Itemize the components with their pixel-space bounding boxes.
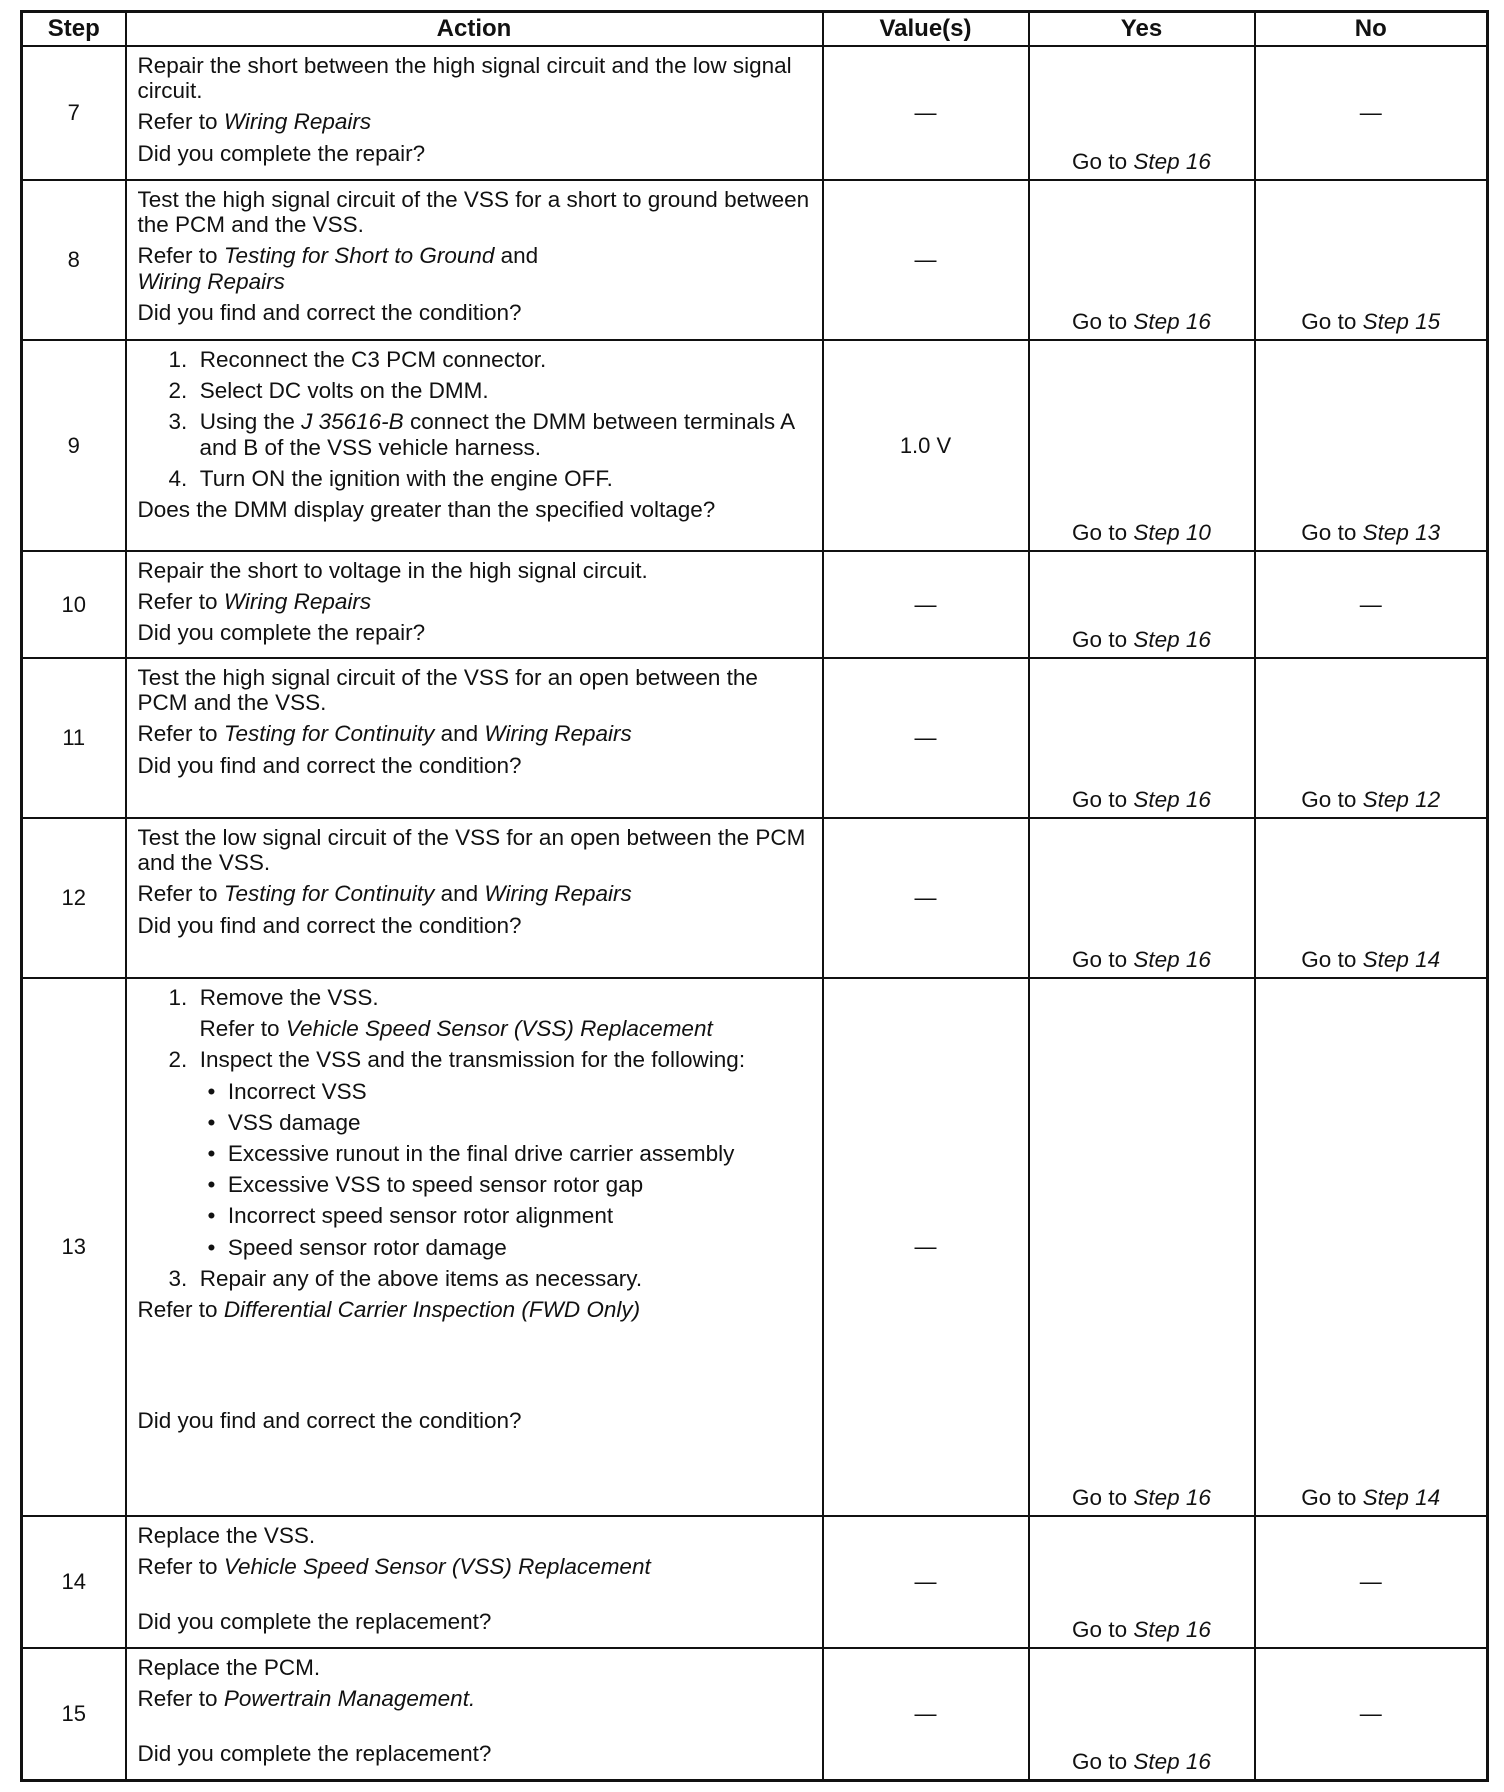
refer-line: Refer to Wiring Repairs <box>137 109 372 135</box>
action-cell <box>126 46 823 180</box>
numbered-item: 4. Turn ON the ignition with the engine OFF. <box>168 465 613 491</box>
table-row <box>22 340 1488 551</box>
refer-line: Refer to Differential Carrier Inspection (FWD Only) <box>137 1296 641 1322</box>
value-cell: — <box>823 180 1029 340</box>
bullet-item: • Incorrect speed sensor rotor alignment <box>207 1203 614 1229</box>
reference-link[interactable]: Wiring Repairs <box>484 881 632 907</box>
action-text: Test the high signal circuit of the VSS for an open between the PCM and the VSS. <box>137 665 758 716</box>
header-no: No <box>1255 12 1488 47</box>
question-text: Did you find and correct the condition? <box>137 299 522 325</box>
reference-link[interactable]: Wiring Repairs <box>484 721 632 747</box>
numbered-item: 1. Reconnect the C3 PCM connector. <box>168 347 547 372</box>
numbered-item: 3. Repair any of the above items as necessary. <box>168 1265 643 1291</box>
refer-line: Refer to Vehicle Speed Sensor (VSS) Replacement <box>199 1016 713 1042</box>
value-cell: — <box>823 1516 1029 1648</box>
no-cell: Go to Step 12 <box>1255 658 1488 818</box>
action-cell <box>126 551 823 658</box>
yes-cell: Go to Step 10 <box>1029 340 1255 551</box>
question-text: Did you complete the replacement? <box>137 1741 492 1767</box>
header-yes: Yes <box>1029 12 1255 47</box>
no-step-link[interactable]: Step 15 <box>1362 309 1441 334</box>
numbered-item: 3. Using the J 35616-B connect the DMM between terminals A and B of the VSS vehicle harness. <box>168 409 794 460</box>
reference-link[interactable]: Wiring Repairs <box>223 589 372 615</box>
yes-cell: Go to Step 16 <box>1029 658 1255 818</box>
no-step-link[interactable]: Step 12 <box>1362 787 1441 812</box>
question-text: Does the DMM display greater than the specified voltage? <box>137 496 716 522</box>
yes-cell: Go to Step 16 <box>1029 1648 1255 1780</box>
header-row <box>22 12 1488 47</box>
value-cell: — <box>823 818 1029 978</box>
bullet-item: • Excessive runout in the final drive carrier assembly <box>207 1140 735 1166</box>
value-cell: 1.0 V <box>823 340 1029 551</box>
yes-step-link[interactable]: Step 16 <box>1133 787 1211 812</box>
refer-line: Refer to Vehicle Speed Sensor (VSS) Replacement <box>137 1554 651 1580</box>
table-row <box>22 978 1488 1516</box>
step-number: 7 <box>22 46 126 180</box>
refer-line: Refer to Testing for Short to Ground and Wiring Repairs <box>137 243 539 294</box>
no-step-link[interactable]: Step 14 <box>1362 947 1441 972</box>
table-row <box>22 818 1488 978</box>
no-cell: — <box>1255 551 1488 658</box>
refer-line: Refer to Powertrain Management. <box>137 1686 476 1712</box>
yes-step-link[interactable]: Step 16 <box>1133 947 1211 972</box>
action-cell <box>126 658 823 818</box>
yes-cell: Go to Step 16 <box>1029 551 1255 658</box>
action-text: Repair the short between the high signal circuit and the low signal circuit. <box>137 53 792 104</box>
yes-step-link[interactable]: Step 16 <box>1133 627 1211 652</box>
table-row <box>22 551 1488 658</box>
table-row <box>22 1516 1488 1648</box>
reference-link[interactable]: Testing for Short to Ground <box>223 243 495 269</box>
step-number: 8 <box>22 180 126 340</box>
yes-step-link[interactable]: Step 16 <box>1133 1617 1211 1642</box>
numbered-item: 2. Select DC volts on the DMM. <box>168 378 489 404</box>
bullet-item: • Incorrect VSS <box>207 1078 367 1104</box>
value-cell: — <box>823 1648 1029 1780</box>
action-cell <box>126 180 823 340</box>
yes-cell: Go to Step 16 <box>1029 46 1255 180</box>
value-cell: — <box>823 46 1029 180</box>
action-cell <box>126 1516 823 1648</box>
no-step-link[interactable]: Step 13 <box>1362 520 1441 545</box>
bullet-item: • Speed sensor rotor damage <box>207 1234 507 1260</box>
table-row <box>22 658 1488 818</box>
yes-step-link[interactable]: Step 10 <box>1133 520 1211 545</box>
reference-link[interactable]: Vehicle Speed Sensor (VSS) Replacement <box>223 1554 651 1580</box>
question-text: Did you complete the repair? <box>137 140 426 166</box>
table-row <box>22 1648 1488 1780</box>
numbered-item: 1. Remove the VSS. <box>168 985 379 1010</box>
reference-link[interactable]: Testing for Continuity <box>223 721 435 747</box>
header-values: Value(s) <box>823 12 1029 47</box>
tool-number: J 35616-B <box>301 409 404 435</box>
step-number: 15 <box>22 1648 126 1780</box>
question-text: Did you find and correct the condition? <box>137 1408 522 1434</box>
reference-link[interactable]: Testing for Continuity <box>223 881 435 907</box>
question-text: Did you complete the repair? <box>137 620 426 646</box>
action-text: Test the low signal circuit of the VSS for an open between the PCM and the VSS. <box>137 825 806 876</box>
step-number: 11 <box>22 658 126 818</box>
reference-link[interactable]: Wiring Repairs <box>223 109 372 135</box>
yes-cell: Go to Step 16 <box>1029 180 1255 340</box>
question-text: Did you find and correct the condition? <box>137 752 522 778</box>
action-cell <box>126 1648 823 1780</box>
reference-link[interactable]: Differential Carrier Inspection (FWD Only) <box>223 1296 641 1322</box>
numbered-item: 2. Inspect the VSS and the transmission for the following: <box>168 1047 746 1073</box>
action-text: Replace the PCM. <box>137 1655 321 1680</box>
no-cell: — <box>1255 1648 1488 1780</box>
step-number: 9 <box>22 340 126 551</box>
action-text: Repair the short to voltage in the high signal circuit. <box>137 558 648 583</box>
reference-link[interactable]: Wiring Repairs <box>137 268 285 294</box>
no-cell: — <box>1255 46 1488 180</box>
step-number: 14 <box>22 1516 126 1648</box>
refer-line: Refer to Wiring Repairs <box>137 589 372 615</box>
yes-step-link[interactable]: Step 16 <box>1133 1748 1211 1774</box>
step-number: 12 <box>22 818 126 978</box>
question-text: Did you find and correct the condition? <box>137 912 522 938</box>
value-cell: — <box>823 551 1029 658</box>
yes-cell: Go to Step 16 <box>1029 1516 1255 1648</box>
reference-link[interactable]: Vehicle Speed Sensor (VSS) Replacement <box>285 1016 713 1042</box>
diagnostic-table <box>20 10 1489 1782</box>
action-text: Test the high signal circuit of the VSS for a short to ground between the PCM and the VSS. <box>137 187 810 238</box>
yes-cell: Go to Step 16 <box>1029 978 1255 1516</box>
yes-cell: Go to Step 16 <box>1029 818 1255 978</box>
refer-line: Refer to Testing for Continuity and Wiring Repairs <box>137 721 632 747</box>
value-cell: — <box>823 978 1029 1516</box>
yes-step-link[interactable]: Step 16 <box>1133 149 1211 174</box>
table-row <box>22 46 1488 180</box>
action-cell <box>126 340 823 551</box>
value-cell: — <box>823 658 1029 818</box>
yes-step-link[interactable]: Step 16 <box>1133 1485 1211 1510</box>
no-cell: Go to Step 15 <box>1255 180 1488 340</box>
reference-link[interactable]: Powertrain Management. <box>223 1686 476 1712</box>
action-cell <box>126 978 823 1516</box>
no-cell: Go to Step 13 <box>1255 340 1488 551</box>
question-text: Did you complete the replacement? <box>137 1609 492 1635</box>
step-number: 13 <box>22 978 126 1516</box>
no-step-link[interactable]: Step 14 <box>1362 1485 1441 1510</box>
header-step: Step <box>22 12 126 47</box>
step-number: 10 <box>22 551 126 658</box>
no-cell: Go to Step 14 <box>1255 818 1488 978</box>
action-text: Replace the VSS. <box>137 1523 316 1548</box>
no-cell: Go to Step 14 <box>1255 978 1488 1516</box>
header-action: Action <box>126 12 823 47</box>
table-row <box>22 180 1488 340</box>
yes-step-link[interactable]: Step 16 <box>1133 309 1211 334</box>
no-cell: — <box>1255 1516 1488 1648</box>
refer-line: Refer to Testing for Continuity and Wiring Repairs <box>137 881 632 907</box>
bullet-item: • Excessive VSS to speed sensor rotor gap <box>207 1172 644 1198</box>
bullet-item: • VSS damage <box>207 1109 361 1135</box>
action-cell <box>126 818 823 978</box>
